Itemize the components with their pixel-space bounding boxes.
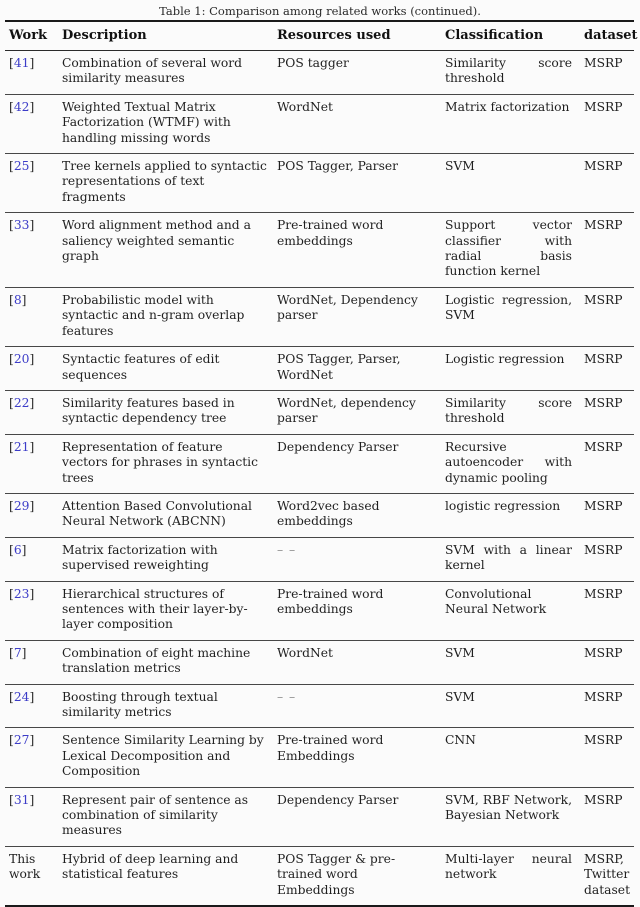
classification-cell: Support vector classifier with radial basis function kernel xyxy=(445,218,572,279)
column-header-work: Work xyxy=(5,21,62,51)
classification-cell: Similarity score threshold xyxy=(445,395,572,426)
bracket-close: ] xyxy=(21,645,27,660)
classification-cell: Logistic regression, SVM xyxy=(445,292,572,323)
bracket-open: [ xyxy=(9,218,14,233)
work-cell: This work xyxy=(9,851,41,882)
bracket-open: [ xyxy=(9,792,14,807)
table-row xyxy=(5,640,634,684)
dataset-cell: MSRP xyxy=(584,439,623,454)
description-cell: Represent pair of sentence as combination of similarity measures xyxy=(62,792,249,838)
bracket-close: ] xyxy=(29,218,35,233)
bracket-open: [ xyxy=(9,439,14,454)
table-row xyxy=(5,94,634,153)
description-cell: Tree kernels applied to syntactic representations of text fragments xyxy=(62,159,267,204)
bracket-open: [ xyxy=(9,586,14,601)
bracket-close: ] xyxy=(29,586,35,601)
resources-cell: POS Tagger, Parser, WordNet xyxy=(277,352,401,382)
description-cell: Probabilistic model with syntactic and n-gram overlap features xyxy=(62,292,245,338)
work-cell xyxy=(5,51,62,95)
bracket-open: [ xyxy=(9,542,14,557)
description-cell: Sentence Similarity Learning by Lexical Decomposition and Composition xyxy=(62,733,264,779)
bracket-open: [ xyxy=(9,56,14,70)
citation-link[interactable]: 7 xyxy=(13,645,22,660)
table-row xyxy=(5,787,634,846)
bracket-close: ] xyxy=(29,689,35,704)
bracket-open: [ xyxy=(9,292,14,307)
dataset-cell: MSRP xyxy=(584,56,623,70)
resources-cell: WordNet, dependency parser xyxy=(277,395,416,426)
work-cell xyxy=(5,347,62,391)
bracket-open: [ xyxy=(9,395,14,410)
bracket-close: ] xyxy=(29,395,35,410)
table-row xyxy=(5,287,634,346)
description-cell: Weighted Textual Matrix Factorization (WTMF) with handling missing words xyxy=(62,99,231,145)
table-row xyxy=(5,581,634,640)
table-row xyxy=(5,347,634,391)
resources-cell: WordNet xyxy=(277,99,333,114)
citation-link[interactable]: 22 xyxy=(13,395,30,410)
column-header-dataset: dataset xyxy=(584,21,634,51)
dataset-cell: MSRP xyxy=(584,352,623,367)
table-row xyxy=(5,493,634,537)
bracket-close: ] xyxy=(29,792,35,807)
work-cell xyxy=(5,537,62,581)
work-cell xyxy=(5,154,62,213)
column-header-classification: Classification xyxy=(445,21,584,51)
table-caption-container xyxy=(0,0,640,18)
bracket-close: ] xyxy=(29,498,35,513)
citation-link[interactable]: 23 xyxy=(13,586,30,601)
classification-cell: SVM with a linear kernel xyxy=(445,542,572,573)
work-cell xyxy=(5,434,62,493)
dataset-cell: MSRP xyxy=(584,689,623,704)
work-cell xyxy=(5,213,62,288)
bracket-close: ] xyxy=(21,292,27,307)
table-row xyxy=(5,728,634,787)
bracket-open: [ xyxy=(9,645,14,660)
bracket-close: ] xyxy=(29,56,35,70)
bracket-close: ] xyxy=(21,542,27,557)
dataset-cell: MSRP, Twitter dataset xyxy=(584,851,631,897)
classification-cell: Logistic regression xyxy=(445,352,565,367)
dataset-cell: MSRP xyxy=(584,645,623,660)
dataset-cell: MSRP xyxy=(584,99,623,114)
description-cell: Matrix factorization with supervised reweighting xyxy=(62,542,218,573)
bracket-open: [ xyxy=(9,99,14,114)
table-row xyxy=(5,154,634,213)
citation-link[interactable]: 41 xyxy=(13,56,30,70)
classification-cell: Matrix factorization xyxy=(445,99,570,114)
classification-cell: Convolutional Neural Network xyxy=(445,586,547,616)
citation-link[interactable]: 33 xyxy=(13,218,30,233)
dataset-cell: MSRP xyxy=(584,733,623,748)
bracket-open: [ xyxy=(9,689,14,704)
table-row xyxy=(5,846,634,906)
dataset-cell: MSRP xyxy=(584,586,623,601)
classification-cell: CNN xyxy=(445,733,476,748)
table-row xyxy=(5,434,634,493)
description-cell: Representation of feature vectors for phrases in syntactic trees xyxy=(62,439,258,485)
bracket-open: [ xyxy=(9,352,14,367)
classification-cell: SVM xyxy=(445,689,475,704)
bracket-close: ] xyxy=(29,439,35,454)
resources-cell: Dependency Parser xyxy=(277,792,399,807)
work-cell xyxy=(5,94,62,153)
citation-link[interactable]: 31 xyxy=(13,792,30,807)
description-cell: Combination of eight machine translation metrics xyxy=(62,645,251,676)
description-cell: Boosting through textual similarity metrics xyxy=(62,689,218,719)
work-cell xyxy=(5,728,62,787)
description-cell: Combination of several word similarity measures xyxy=(62,56,243,86)
resources-cell: Pre-trained word embeddings xyxy=(277,586,384,616)
classification-cell: SVM xyxy=(445,159,475,174)
bracket-close: ] xyxy=(29,99,35,114)
column-header-resources: Resources used xyxy=(277,21,445,51)
table-header xyxy=(5,21,638,51)
work-cell xyxy=(5,581,62,640)
dataset-cell: MSRP xyxy=(584,159,623,174)
description-cell: Word alignment method and a saliency weighted semantic graph xyxy=(62,218,251,264)
dataset-cell: MSRP xyxy=(584,792,623,807)
resources-cell: POS tagger xyxy=(277,56,349,70)
resources-cell: – – xyxy=(277,542,297,557)
description-cell: Hybrid of deep learning and statistical features xyxy=(62,851,239,882)
resources-cell: Word2vec based embeddings xyxy=(277,498,380,529)
bracket-open: [ xyxy=(9,498,14,513)
description-cell: Similarity features based in syntactic dependency tree xyxy=(62,395,235,426)
work-cell xyxy=(5,640,62,684)
related-works-table xyxy=(5,20,638,907)
header-row xyxy=(5,21,634,51)
bracket-close: ] xyxy=(29,352,35,367)
dataset-cell: MSRP xyxy=(584,395,623,410)
dataset-cell: MSRP xyxy=(584,292,623,307)
table-caption: Table 1: Comparison among related works (continued). xyxy=(159,4,481,18)
resources-cell: Pre-trained word Embeddings xyxy=(277,733,384,763)
dataset-cell: MSRP xyxy=(584,218,623,233)
table-row xyxy=(5,51,634,95)
dataset-cell: MSRP xyxy=(584,498,623,513)
citation-link[interactable]: 6 xyxy=(13,542,22,557)
work-cell xyxy=(5,390,62,434)
table-body xyxy=(5,51,634,907)
resources-cell: Pre-trained word embeddings xyxy=(277,218,384,248)
citation-link[interactable]: 21 xyxy=(13,439,30,454)
citation-link[interactable]: 20 xyxy=(13,352,30,367)
citation-link[interactable]: 42 xyxy=(13,99,30,114)
bracket-close: ] xyxy=(29,159,35,174)
resources-cell: POS Tagger, Parser xyxy=(277,159,399,174)
table-row xyxy=(5,684,634,728)
classification-cell: Multi-layer neural network xyxy=(445,851,572,882)
citation-link[interactable]: 24 xyxy=(13,689,30,704)
work-cell xyxy=(5,287,62,346)
resources-cell: Dependency Parser xyxy=(277,439,399,454)
citation-link[interactable]: 29 xyxy=(13,498,30,513)
bracket-open: [ xyxy=(9,733,14,748)
bracket-open: [ xyxy=(9,159,14,174)
citation-link[interactable]: 25 xyxy=(13,159,30,174)
table-row xyxy=(5,537,634,581)
resources-cell: – – xyxy=(277,689,297,704)
dataset-cell: MSRP xyxy=(584,542,623,557)
description-cell: Syntactic features of edit sequences xyxy=(62,352,220,382)
work-cell xyxy=(5,684,62,728)
description-cell: Hierarchical structures of sentences with their layer-by-layer composition xyxy=(62,586,248,632)
classification-cell: logistic regression xyxy=(445,498,561,513)
resources-cell: POS Tagger & pre-trained word Embeddings xyxy=(277,851,396,897)
column-header-description: Description xyxy=(62,21,277,51)
classification-cell: SVM xyxy=(445,645,475,660)
classification-cell: Similarity score threshold xyxy=(445,56,572,86)
citation-link[interactable]: 8 xyxy=(13,292,22,307)
work-cell xyxy=(5,493,62,537)
classification-cell: Recursive autoencoder with dynamic pooling xyxy=(445,439,572,485)
table-row xyxy=(5,213,634,288)
bracket-close: ] xyxy=(29,733,35,748)
citation-link[interactable]: 27 xyxy=(13,733,30,748)
table-row xyxy=(5,390,634,434)
work-cell xyxy=(5,787,62,846)
description-cell: Attention Based Convolutional Neural Network (ABCNN) xyxy=(62,498,252,529)
resources-cell: WordNet, Dependency parser xyxy=(277,292,418,323)
classification-cell: SVM, RBF Network, Bayesian Network xyxy=(445,792,572,823)
resources-cell: WordNet xyxy=(277,645,333,660)
